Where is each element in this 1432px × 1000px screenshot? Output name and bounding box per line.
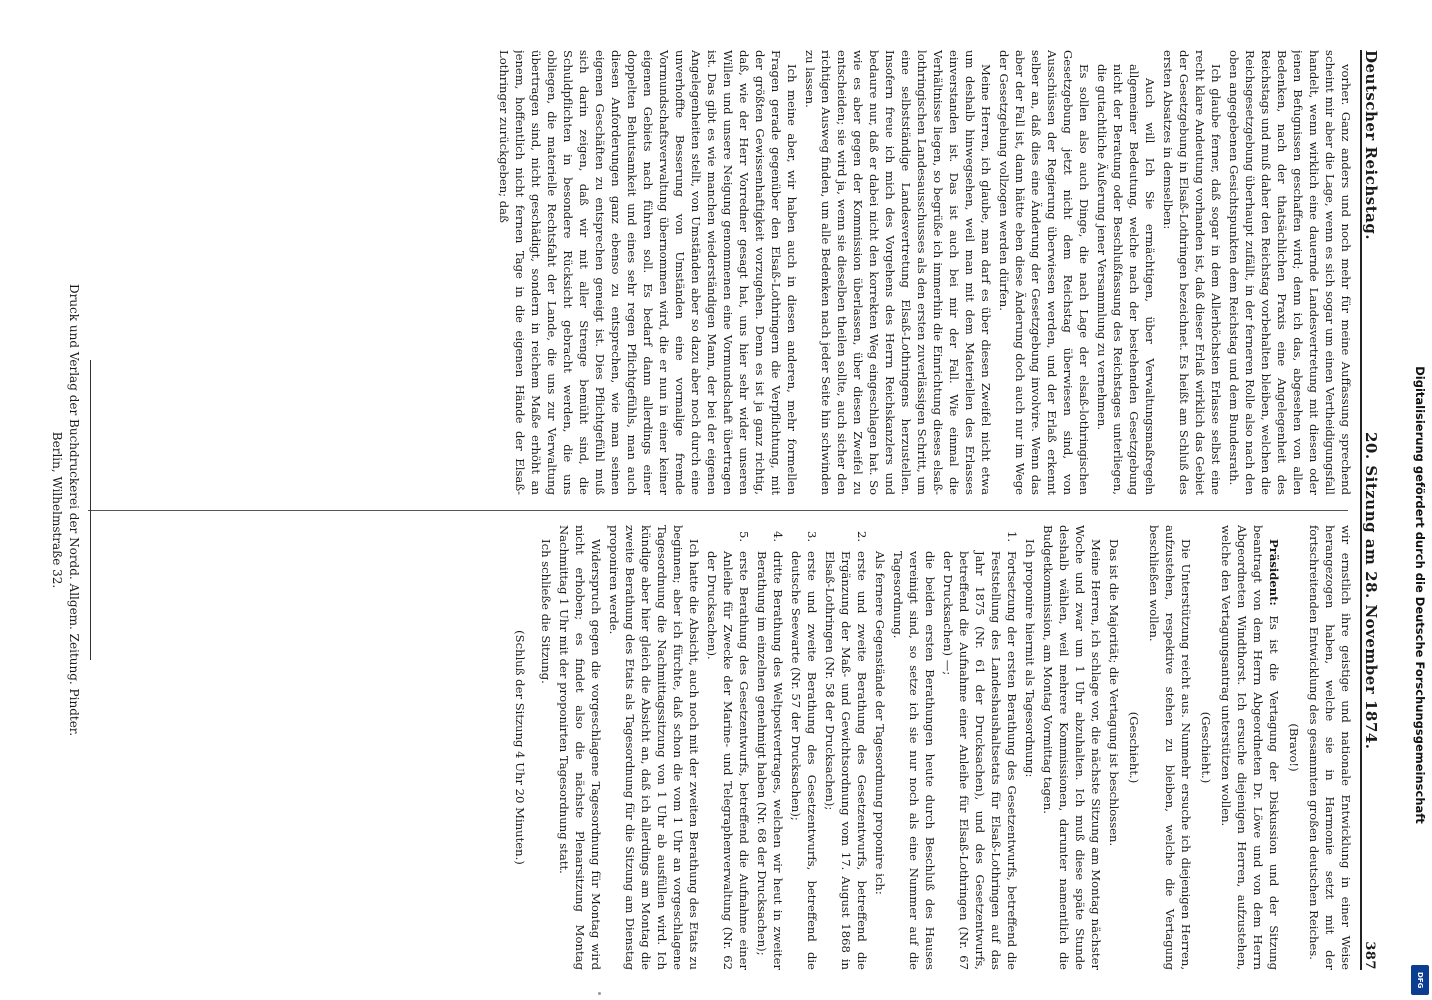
president-statement xyxy=(1218,525,1282,970)
president-text: Es ist die Vertagung der Diskussion und der Sitzung beantragt von dem Herrn Abgeordneten Dr. Löwe und von dem Herrn Abgeordneten Windthorst. Ich ersuche diejenigen Herren, aufzustehen, welche den Vertagungsantrag unterstützen wollen. xyxy=(1219,525,1281,970)
agenda-item-number: 5. xyxy=(737,531,751,543)
agenda-intro: Ich proponire hiermit als Tagesordnung: xyxy=(1023,539,1037,778)
left-paragraph: Ich meine aber, wir haben auch in diesen anderen, mehr formellen Fragen gerade gegenüber den Elsaß-Lothringern die Verpflichtung, mit der größten Gewissenhaftigkeit vorzugehen. Denn es ist ja ganz richtig, daß, wie der Herr Vorredner gesagt hat, uns hier sehr wider unseren Willen und unsere Neigung genommenen eine Vormundschaft übertragen ist. Das gibt es wie manchen wiederständigen Mann, der bei der eigenen Angelegenheiten stellt, von Umständen aber so dazu aber noch durch eine unverhoffte Besserung von Umständen eine vormalige fremde Vormundschaftsverwaltung übernommen wird, die er nun in einer keiner eigenen Gebiets nach führen soll. Es bedarf dann allerdings einer doppelten Behutsamkeit und eines sehr regen Pflichtgefühls, man auch diesen Anforderungen ganz ebenso zu entsprechen, wie man seinen eigenen Geschäften zu entsprechen geneigt ist. Dies Pflichtgefühl muß sich darin zeigen, daß wir mit aller Strenge bemüht sind, die Schuldpflichten in besondere Rücksicht gebracht werden, die uns obliegen, die materielle Rechtsfaht der Lande, die uns zur Verwaltung übertragen sind, nicht geschädigt, sondern in reichem Maße erhöht an jenem, hoffentlich nicht fernen Tage in die eigenen Hände der Elsaß-Lothringer zurückgeben; daß xyxy=(497,50,799,495)
agenda-item xyxy=(940,525,1020,970)
footer-line-1: Druck und Verlag der Buchdruckerei der Nordd. Allgem. Zeitung. Pindter. xyxy=(67,283,81,737)
agenda-item xyxy=(822,525,870,970)
document-page xyxy=(38,20,1388,1000)
interjection-stir: (Geschieht.) xyxy=(1199,711,1213,784)
left-paragraph: Meine Herren, ich glaube, man darf es über diesen Zweifel nicht etwa um deshalb hinwegsehen, weil man mit dem Materiellen des Erlasses einverstanden ist. Das ist auch bei mir der Fall. Wie einmal die Verhältnisse liegen, so begrüße ich immerhin die Einrichtung dieses elsaß-lothringischen Landesausschusses als den ersten zuverlässigen Schritt, um eine selbstständige Landesvertretung Elsaß-Lothringens herzustellen. Insofern freue ich mich des Vorgehens des Herrn Reichskanzlers und bedaure nur, daß er dabei nicht den korrekten Weg eingeschlagen hat. So wie es aber gegen der Kommission überlassen, über diesen Zweifel zu entscheiden; sie wird ja, wenn sie dieselben theilen sollte, auch sicher den richtigen Ausweg finden, um alle Bedenken nach jeder Seite hin schwinden zu lassen. xyxy=(803,50,993,495)
majority-text: Das ist die Majorität; die Vertagung ist beschlossen. xyxy=(1107,539,1121,847)
agenda-item-number: 3. xyxy=(805,531,819,543)
agenda-item-number: 2. xyxy=(855,531,869,543)
left-quote: Auch will Ich Sie ermächtigen, über Verwaltungsmaßregeln allgemeiner Bedeutung, welche nach der bestehenden Gesetzgebung nicht der Beratung oder Beschlußfassung des Reichstages unterliegen, die gutachtliche Äußerung jener Versammlung zu vernehmen. xyxy=(1095,64,1157,495)
right-column xyxy=(174,525,1354,970)
left-paragraph: Ich glaube ferner, daß sogar in dem Allerhöchsten Erlasse selbst eine recht klare Andeutung vorhanden ist, daß dieser Erlaß wirklich das Gebiet der Gesetzgebung in Elsaß-Lothringen bezeichnet. Es heißt am Schluß des ersten Absatzes in demselben: xyxy=(1161,50,1223,495)
agenda-item-text: dritte Berathung des Weltpostvertrages, welchen wir heut in zweiter Berathung im einzelnen genehmigt haben (Nr. 68 der Drucksachen); xyxy=(755,551,785,970)
header-left: Deutscher Reichstag. xyxy=(1362,50,1380,241)
agenda-item-number: 4. xyxy=(771,531,785,543)
closing-paragraph: Widerspruch gegen die vorgeschlagene Tagesordnung für Montag wird nicht erhoben; es findet also die nächste Plenarsitzung Montag Nachmittag 1 Uhr mit der proponirten Tagesordnung statt. xyxy=(557,525,603,970)
left-column xyxy=(64,50,1354,495)
page-header xyxy=(1360,50,1388,970)
agenda-item-text: erste und zweite Berathung des Gesetzentwurfs, betreffend die deutsche Seewarte (Nr. 57 der Drucksachen); xyxy=(789,551,819,970)
agenda-item xyxy=(754,525,786,970)
speaker-label: Präsident: xyxy=(1267,539,1281,606)
left-paragraph: Es sollen also auch Dinge, die nach Lage der elsaß-lothringischen Gesetzgebung jetzt nicht dem Reichstag überwiesen sind, von Ausschüssen der Regierung überwiesen werden, und der Erlaß erkennt selber an, daß dies eine Änderung der Gesetzgebung involvire. Wenn das aber der Fall ist, dann hätte eben diese Änderung doch auch nur im Wege der Gesetzgebung vollzogen werden dürfen. xyxy=(997,50,1091,495)
support-text: Die Unterstützung reicht aus. Nunmehr ersuche ich diejenigen Herren, aufzustehen, respektive stehen zu bleiben, welche die Vertagung beschließen wollen. xyxy=(1147,525,1193,970)
agenda-item-number: 1. xyxy=(1005,531,1019,543)
agenda-item-text: Fortsetzung der ersten Berathung des Gesetzentwurfs, betreffend die Feststellung des Landeshaushaltsetats für Elsaß-Lothringen auf das Jahr 1875 (Nr. 61 der Drucksachen), und des Gesetzentwurfs, betreffend die Aufnahme einer Anleihe für Elsaß-Lothringen (Nr. 67 der Drucksachen) —; xyxy=(941,551,1019,970)
column-divider xyxy=(88,510,1348,511)
right-intro: wir ernstlich ihre geistige und nationale Entwicklung in einer Weise herangezogen haben, welche sie in Harmonie setzt mit der fortschreitenden Entwicklung des gesammten großen deutschen Reiches. xyxy=(1307,525,1353,970)
dfg-logo-icon: DFG xyxy=(1411,965,1429,995)
agenda-item xyxy=(890,525,938,970)
agenda-item xyxy=(788,525,820,970)
closing-paragraph: Ich schließe die Sitzung. xyxy=(539,539,553,684)
funding-note: Digitalisierung gefördert durch die Deutsche Forschungsgemeinschaft xyxy=(1413,366,1427,824)
proposal-text: Meine Herren, ich schlage vor, die nächste Sitzung am Montag nächster Woche und zwar um 1 Uhr abzuhalten. Ich muß diese späte Stunde deshalb wählen, weil mehrere Kommissionen, darunter namentlich die Budgetkommission, am Montag Vormittag tagen. xyxy=(1041,525,1103,970)
interjection-bravo: (Bravo!) xyxy=(1287,723,1301,772)
page-number: 387 xyxy=(1362,941,1377,970)
agenda-item-text: erste und zweite Berathung des Gesetzentwurfs, betreffend die Ergänzung der Maß- und Gewichtsordnung vom 17. August 1868 in Elsaß-Lothringen (Nr. 58 der Drucksachen); xyxy=(823,551,869,970)
footer-line-2: Berlin, Wilhelmstraße 32. xyxy=(50,431,64,589)
agenda-item-text: erste Berathung des Gesetzentwurfs, betreffend die Aufnahme einer Anleihe für Zwecke der Marine- und Telegraphenverwaltung (Nr. 62 der Drucksachen). xyxy=(705,551,751,970)
left-paragraph: vorher. Ganz anders und noch mehr für meine Auffassung sprechend scheint mir aber die Lage, wenn es sich sogar um einen Vertheidigungsfall handelt, wenn wirklich eine dauernde Landesvertretung mit diesen oder jenen Befugnissen geschaffen wird; denn ich das, abgesehen von allen Bedenken, nach der thatsächlichen Praxis eine Angelegenheit des Reichstags und muß daher den Reichstag vorbehalten bleiben, welchen die Reichsgesetzgebung überhaupt zufällt, in der ferneren Rolle also nach den oben angegebenen Gesichtspunkten dem Reichstag und dem Bundesrath. xyxy=(1227,50,1353,495)
session-end-note: (Schluß der Sitzung 4 Uhr 20 Minuten.) xyxy=(513,630,527,865)
agenda-item-text: Als fernere Gegenstände der Tagesordnung proponire ich: xyxy=(873,551,887,895)
agenda-item xyxy=(704,525,752,970)
header-center: 20. Sitzung am 28. November 1874. xyxy=(1362,432,1380,750)
closing-paragraph: Ich hatte die Absicht, auch noch mit der zweiten Berathung des Etats zu beginnen; aber ich fürchte, daß schon die vom 1 Uhr an vorgeschlagene Tagesordnung die Nachmittagssitzung von 1 Uhr ab ausfüllen wird. Ich kündige aber hier gleich die Absicht an, daß ich allerdings am Montag die zweite Berathung des Etats als Tagesordnung für die Sitzung am Dienstag proponiren werde. xyxy=(607,525,701,970)
agenda-item-text: die beiden ersten Berathungen heute durch Beschluß des Hauses vereinigt sind, so setze ich sie nur noch als eine Nummer auf die Tagesordnung. xyxy=(891,551,937,970)
interjection-stir: (Geschieht.) xyxy=(1127,711,1141,784)
scan-speck xyxy=(598,992,601,995)
agenda-item xyxy=(872,525,888,970)
printer-footer xyxy=(48,50,91,970)
footer-rule xyxy=(90,360,91,660)
